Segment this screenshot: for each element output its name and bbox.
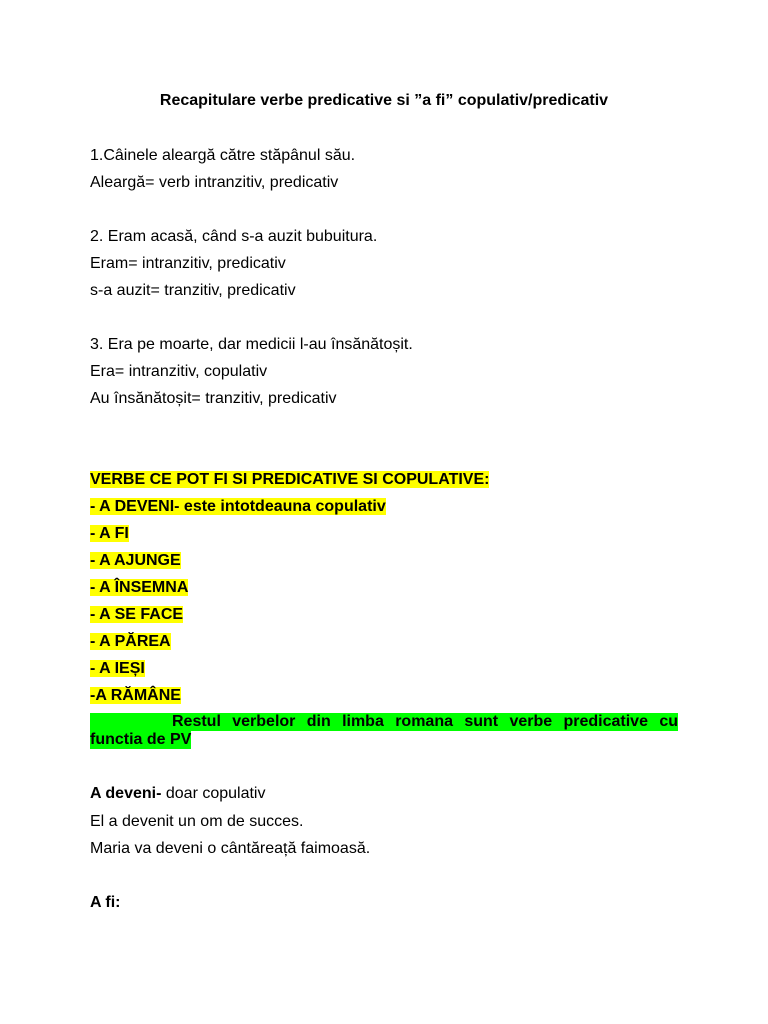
verb-item-text: -A RĂMÂNE	[90, 687, 181, 704]
verb-item-text: - A DEVENI- este intotdeauna copulativ	[90, 498, 386, 515]
example-2-analysis-1: Eram= intranzitiv, predicativ	[90, 255, 286, 272]
verb-item-text: - A ÎNSEMNA	[90, 579, 189, 596]
adeveni-example-2: Maria va deveni o cântăreață faimoasă.	[90, 840, 371, 857]
verb-item	[90, 658, 145, 680]
verb-item-text: - A AJUNGE	[90, 552, 181, 569]
verb-item-text: - A SE FACE	[90, 606, 184, 623]
verbs-heading	[90, 469, 489, 491]
example-3-sentence: 3. Era pe moarte, dar medicii l-au însănătoșit.	[90, 336, 413, 353]
verb-item-text: - A PĂREA	[90, 633, 171, 650]
example-1-analysis: Aleargă= verb intranzitiv, predicativ	[90, 174, 339, 191]
note-line-2: functia de PV	[90, 731, 192, 748]
verb-item	[90, 523, 129, 545]
adeveni-heading	[90, 783, 265, 805]
adeveni-example-1: El a devenit un om de succes.	[90, 813, 304, 830]
verb-item	[90, 550, 181, 572]
verb-item-text: - A FI	[90, 525, 129, 542]
example-3-analysis-1: Era= intranzitiv, copulativ	[90, 363, 268, 380]
note-line-1: Restul verbelor din limba romana sunt verbe predicative cu	[90, 713, 678, 731]
verb-item	[90, 685, 181, 707]
page-title: Recapitulare verbe predicative si ”a fi” copulativ/predicativ	[159, 92, 609, 109]
verb-item-text: - A IEȘI	[90, 660, 145, 677]
verb-item	[90, 496, 386, 518]
adeveni-label: A deveni-	[90, 785, 162, 802]
verb-item	[90, 604, 183, 626]
example-1-sentence: 1.Câinele aleargă către stăpânul său.	[90, 147, 356, 164]
adeveni-desc: doar copulativ	[161, 785, 266, 802]
example-2-sentence: 2. Eram acasă, când s-a auzit bubuitura.	[90, 228, 378, 245]
note-block	[90, 713, 678, 749]
afi-heading: A fi:	[90, 894, 121, 911]
verbs-heading-text: VERBE CE POT FI SI PREDICATIVE SI COPULATIVE:	[90, 471, 490, 488]
verb-item	[90, 631, 171, 653]
verb-item	[90, 577, 188, 599]
example-3-analysis-2: Au însănătoșit= tranzitiv, predicativ	[90, 390, 337, 407]
example-2-analysis-2: s-a auzit= tranzitiv, predicativ	[90, 282, 296, 299]
